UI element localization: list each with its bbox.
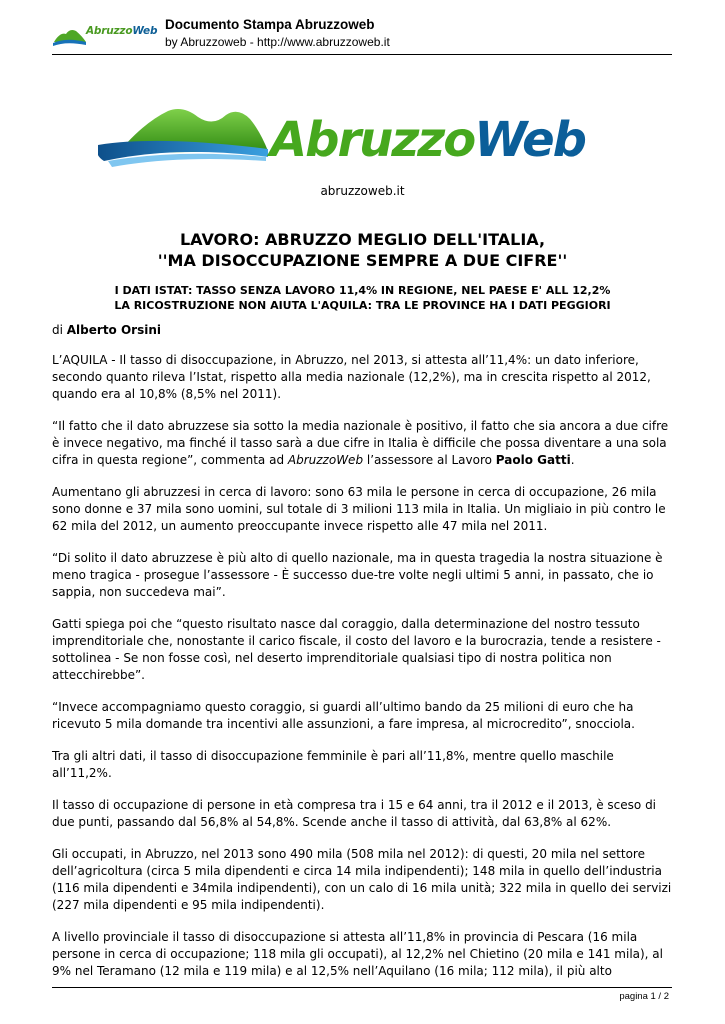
paragraph: “Il fatto che il dato abruzzese sia sotto la media nazionale è positivo, il fatto che sia ancora a due cifre è invece negativo, ma finché il tasso sarà a due cifre in Italia è difficile che possa diventare a una sola cifra in questa regione”, commenta ad AbruzzoWeb l’assessore al Lavoro Paolo Gatti. [52,419,669,467]
paragraph: A livello provinciale il tasso di disoccupazione si attesta all’11,8% in provincia di Pescara (16 mila persone in cerca di occupazione; 118 mila gli occupati), al 12,2% nel Chietino (20 mila e 141 mila), al 9% nel Teramano (12 mila e 119 mila) e al 12,5% nell’Aquilano (16 mila; 112 mila), il più alto [52,930,663,978]
paragraph: Gatti spiega poi che “questo risultato nasce dal coraggio, dalla determinazione del nostro tessuto imprenditoriale che, nonostante il carico fiscale, il costo del lavoro e la burocrazia, tende a resistere - sottolinea - Se non fosse così, nel deserto imprenditoriale qualsiasi tipo di nostra politica non attecchirebbe”. [52,617,661,682]
byline: di Alberto Orsini [52,323,162,337]
publication-name: AbruzzoWeb [287,453,364,467]
article-title-line: ''MA DISOCCUPAZIONE SEMPRE A DUE CIFRE'' [157,251,568,270]
header-divider [52,54,672,55]
paragraph: Gli occupati, in Abruzzo, nel 2013 sono 490 mila (508 mila nel 2012): di questi, 20 mila nel settore dell’agricoltura (circa 5 mila dipendenti e circa 14 mila indipendenti); 148 mila in quello dell’industria (116 mila dipendenti e 34mila indipendenti), con un calo di 16 mila unità; 322 mila in quello dei servizi (227 mila dipendenti e 95 mila indipendenti). [52,847,672,912]
document-header [52,14,672,56]
paragraph: L’AQUILA - Il tasso di disoccupazione, in Abruzzo, nel 2013, si attesta all’11,4%: un dato inferiore, secondo quanto rileva l’Istat, rispetto alla media nazionale (12,2%), ma in crescita rispetto al 2012, quando era al 10,8% (8,5% nel 2011). [52,353,651,401]
paragraph: “Invece accompagniamo questo coraggio, si guardi all’ultimo bando da 25 milioni di euro che ha ricevuto 5 mila domande tra incentivi alle assunzioni, a fare impresa, al microcredito”, snocciola. [52,700,635,731]
footer-divider [52,987,672,988]
page-number: pagina 1 / 2 [619,991,669,1002]
paragraph: Aumentano gli abruzzesi in cerca di lavoro: sono 63 mila le persone in cerca di occupazione, 26 mila sono donne e 37 mila sono uomini, sul totale di 3 milioni 113 mila in Italia. Un migliaio in più contro le 62 mila del 2012, un aumento preoccupante invece rispetto alle 47 mila nel 2011. [52,485,666,533]
paragraph: “Di solito il dato abruzzese è più alto di quello nazionale, ma in questa tragedia la nostra situazione è meno tragica - prosegue l’assessore - È successo due-tre volte negli ultimi 5 anni, in passato, che io sappia, non succedeva mai”. [52,551,663,599]
article-subtitle-line: I DATI ISTAT: TASSO SENZA LAVORO 11,4% IN REGIONE, NEL PAESE E' ALL 12,2% [114,284,611,297]
paragraph: Tra gli altri dati, il tasso di disoccupazione femminile è pari all’11,8%, mentre quello maschile all’11,2%. [52,749,614,780]
article-title-line: LAVORO: ABRUZZO MEGLIO DELL'ITALIA, [179,230,546,249]
site-name: abruzzoweb.it [320,184,405,198]
mini-logo-text: AbruzzoWeb [86,25,158,37]
document-subtitle: by Abruzzoweb - http://www.abruzzoweb.it [165,35,390,49]
author-name: Alberto Orsini [66,323,162,337]
abruzzoweb-logo-text: AbruzzoWeb [270,112,585,168]
article-subtitle [0,283,725,313]
article-subtitle-line: LA RICOSTRUZIONE NON AIUTA L'AQUILA: TRA LE PROVINCE HA I DATI PEGGIORI [114,299,611,312]
document-title: Documento Stampa Abruzzoweb [165,17,375,32]
article-title [0,229,725,271]
article-body [52,322,676,995]
assessor-name: Paolo Gatti [495,453,571,467]
paragraph: Il tasso di occupazione di persone in età compresa tra i 15 e 64 anni, tra il 2012 e il 2013, è sceso di due punti, passando dal 56,8% al 54,8%. Scende anche il tasso di attività, dal 63,8% al 62%. [52,798,657,829]
